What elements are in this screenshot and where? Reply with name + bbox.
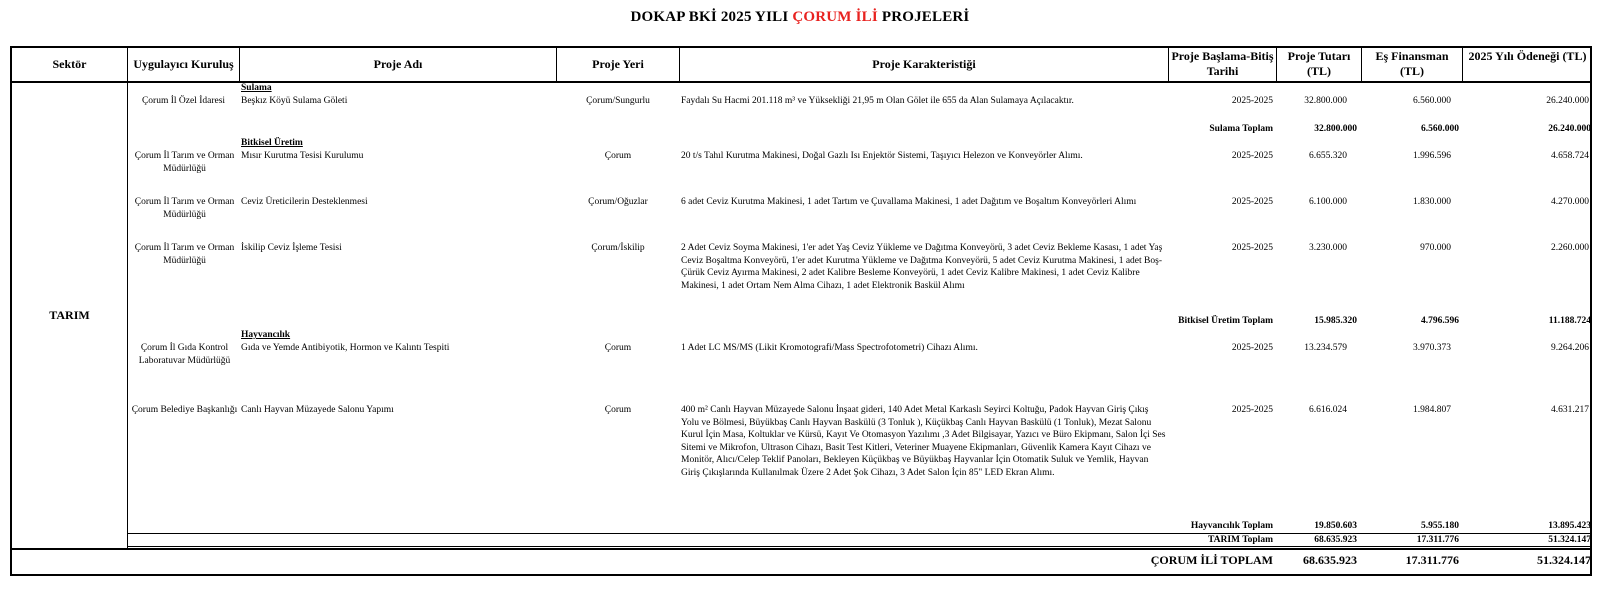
grand-total-divider (10, 548, 1592, 550)
characteristics: Faydalı Su Hacmi 201.118 m³ ve Yüksekliği 21,95 m Olan Gölet ile 655 da Alan Sulamaya Açılacaktır. (681, 96, 1074, 106)
header-sector: Sektör (52, 57, 87, 71)
sector-total-cofinance: 17.311.776 (1416, 535, 1459, 545)
header-location: Proje Yeri (592, 57, 644, 71)
project-name: Mısır Kurutma Tesisi Kurulumu (241, 151, 364, 161)
sector-total-label: TARIM Toplam (1207, 535, 1273, 545)
dates: 2025-2025 (1231, 197, 1273, 207)
location: Çorum/Sungurlu (586, 96, 650, 106)
dates: 2025-2025 (1231, 243, 1273, 253)
amount: 13.234.579 (1304, 343, 1347, 353)
implementer: Çorum İl Tarım ve Orman Müdürlüğü (134, 243, 235, 266)
col-divider (1361, 46, 1362, 83)
subtotal-label: Sulama Toplam (1209, 124, 1273, 134)
location: Çorum/İskilip (591, 243, 645, 253)
subtotal-amount: 15.985.320 (1314, 316, 1357, 326)
project-name: Beşkız Köyü Sulama Göleti (241, 96, 348, 106)
subtotal-payment: 11.188.724 (1548, 316, 1591, 326)
header-dates: Proje Başlama-Bitiş Tarihi (1171, 49, 1274, 78)
sector-total-payment: 51.324.147 (1548, 535, 1591, 545)
group-heading: Hayvancılık (241, 330, 291, 340)
header-characteristics: Proje Karakteristiği (872, 57, 976, 71)
payment: 2.260.000 (1551, 243, 1589, 253)
characteristics: 6 adet Ceviz Kurutma Makinesi, 1 adet Tartım ve Çuvallama Makinesi, 1 adet Dağıtım ve Boşaltım Konveyörleri Alımı (681, 197, 1137, 207)
cofinance: 1.830.000 (1413, 197, 1451, 207)
sector-total-amount: 68.635.923 (1314, 535, 1357, 545)
payment: 26.240.000 (1546, 96, 1589, 106)
dates: 2025-2025 (1231, 405, 1273, 415)
cofinance: 3.970.373 (1413, 343, 1451, 353)
cofinance: 1.984.807 (1413, 405, 1451, 415)
characteristics: 2 Adet Ceviz Soyma Makinesi, 1'er adet Yaş Ceviz Yükleme ve Dağıtma Konveyörü, 3 adet Ceviz Bekleme Kasası, 1 adet Yaş Ceviz Boşaltma Konveyörü, 1'er adet Kurutma Yükleme ve Dağıtma Konveyörü, 5 adet Ceviz Kurutma Makinesi, 1 adet Boş-Çürük Ceviz Ayırma Makinesi, 2 adet Kalibre Besleme Konveyörü, 1 adet Ceviz Kalibre Makinesi, 1 adet Ceviz Kalibre Makinesi, 1 adet Ortam Nem Alma Cihazı, 1 adet Elektronik Baskül Alımı (681, 243, 1163, 291)
header-cofinance: Eş Finansman (TL) (1375, 49, 1449, 78)
characteristics: 400 m² Canlı Hayvan Müzayede Salonu İnşaat gideri, 140 Adet Metal Karkaslı Seyirci Koltuğu, Padok Hayvan Giriş Çıkış Yolu ve Bölmesi, Büyükbaş Canlı Hayvan Baskülü (3 Tonluk ), Küçükbaş Canlı Hayvan Baskülü (1 Tonluk), Mezat Salonu Kurul İçin Masa, Koltuklar ve Kürsü, Kayıt Ve Otomasyon Yazılımı ,3 Adet Bilgisayar, Yazıcı ve Büro Ekipmanı, Salon İçi Ses Sitemi ve Mikrofon, Ultrason Cihazı, Basit Test Kitleri, Veteriner Muayene Ekipmanları, Güvenlik Kamera Kayıt Cihazı ve Monitör, Alıcı/Celep Teklif Panoları, Bekleyen Küçükbaş ve Büyükbaş Hayvanlar İçin Otomatik Suluk ve Yemlik, Hayvan Giriş Çıkışlarında Kullanılmak Üzere 2 Adet Şok Cihazı, 3 Adet Salon İçin 85" LED Ekran Alımı. (681, 405, 1166, 478)
subtotal-cofinance: 6.560.000 (1421, 124, 1459, 134)
amount: 32.800.000 (1304, 96, 1347, 106)
subtotal-amount: 32.800.000 (1314, 124, 1357, 134)
cofinance: 6.560.000 (1413, 96, 1451, 106)
col-divider (127, 46, 128, 549)
location: Çorum (604, 343, 632, 353)
payment: 4.631.217 (1551, 405, 1589, 415)
implementer: Çorum Belediye Başkanlığı (131, 405, 238, 415)
characteristics: 20 t/s Tahıl Kurutma Makinesi, Doğal Gazlı Isı Enjektör Sistemi, Taşıyıcı Helezon ve Konveyörler Alımı. (681, 151, 1083, 161)
page-title: DOKAP BKİ 2025 YILI ÇORUM İLİ PROJELERİ (630, 9, 970, 25)
group-heading: Bitkisel Üretim (241, 138, 303, 148)
subtotal-cofinance: 4.796.596 (1421, 316, 1459, 326)
header-project-name: Proje Adı (373, 57, 423, 71)
amount: 6.616.024 (1309, 405, 1347, 415)
implementer: Çorum İl Tarım ve Orman Müdürlüğü (134, 151, 235, 174)
subtotal-cofinance: 5.955.180 (1421, 521, 1459, 531)
project-name: Canlı Hayvan Müzayede Salonu Yapımı (241, 405, 394, 415)
dates: 2025-2025 (1231, 343, 1273, 353)
location: Çorum (604, 405, 632, 415)
implementer: Çorum İl Gıda Kontrol Laboratuvar Müdürlüğü (138, 343, 231, 366)
sector-label: TARIM (49, 308, 90, 322)
subtotal-payment: 13.895.423 (1548, 521, 1591, 531)
subtotal-label: Bitkisel Üretim Toplam (1178, 316, 1273, 326)
col-divider (1276, 46, 1277, 83)
amount: 6.100.000 (1309, 197, 1347, 207)
header-payment: 2025 Yılı Ödeneği (TL) (1468, 49, 1587, 63)
payment: 9.264.206 (1551, 343, 1589, 353)
header-amount: Proje Tutarı (TL) (1287, 49, 1351, 78)
project-name: Ceviz Üreticilerin Desteklenmesi (241, 197, 368, 207)
dates: 2025-2025 (1231, 151, 1273, 161)
header-implementer: Uygulayıcı Kuruluş (133, 57, 234, 71)
payment: 4.270.000 (1551, 197, 1589, 207)
subtotal-amount: 19.850.603 (1314, 521, 1357, 531)
location: Çorum (604, 151, 632, 161)
implementer: Çorum İl Tarım ve Orman Müdürlüğü (134, 197, 235, 220)
subtotal-label: Hayvancılık Toplam (1190, 521, 1273, 531)
cofinance: 1.996.596 (1413, 151, 1451, 161)
characteristics: 1 Adet LC MS/MS (Likit Kromotografi/Mass Spectrofotometri) Cihazı Alımı. (681, 343, 978, 353)
grand-total-cofinance: 17.311.776 (1405, 553, 1459, 567)
dates: 2025-2025 (1231, 96, 1273, 106)
grand-total-amount: 68.635.923 (1303, 553, 1357, 567)
subtotal-payment: 26.240.000 (1548, 124, 1591, 134)
group-heading: Sulama (241, 83, 272, 93)
project-name: Gıda ve Yemde Antibiyotik, Hormon ve Kalıntı Tespiti (241, 343, 450, 353)
amount: 6.655.320 (1309, 151, 1347, 161)
cofinance: 970.000 (1420, 243, 1451, 253)
amount: 3.230.000 (1309, 243, 1347, 253)
location: Çorum/Oğuzlar (588, 197, 648, 207)
implementer: Çorum İl Özel İdaresi (141, 96, 226, 106)
project-name: İskilip Ceviz İşleme Tesisi (241, 243, 342, 253)
payment: 4.658.724 (1551, 151, 1589, 161)
grand-total-label: ÇORUM İLİ TOPLAM (1150, 553, 1273, 567)
grand-total-payment: 51.324.147 (1537, 553, 1591, 567)
